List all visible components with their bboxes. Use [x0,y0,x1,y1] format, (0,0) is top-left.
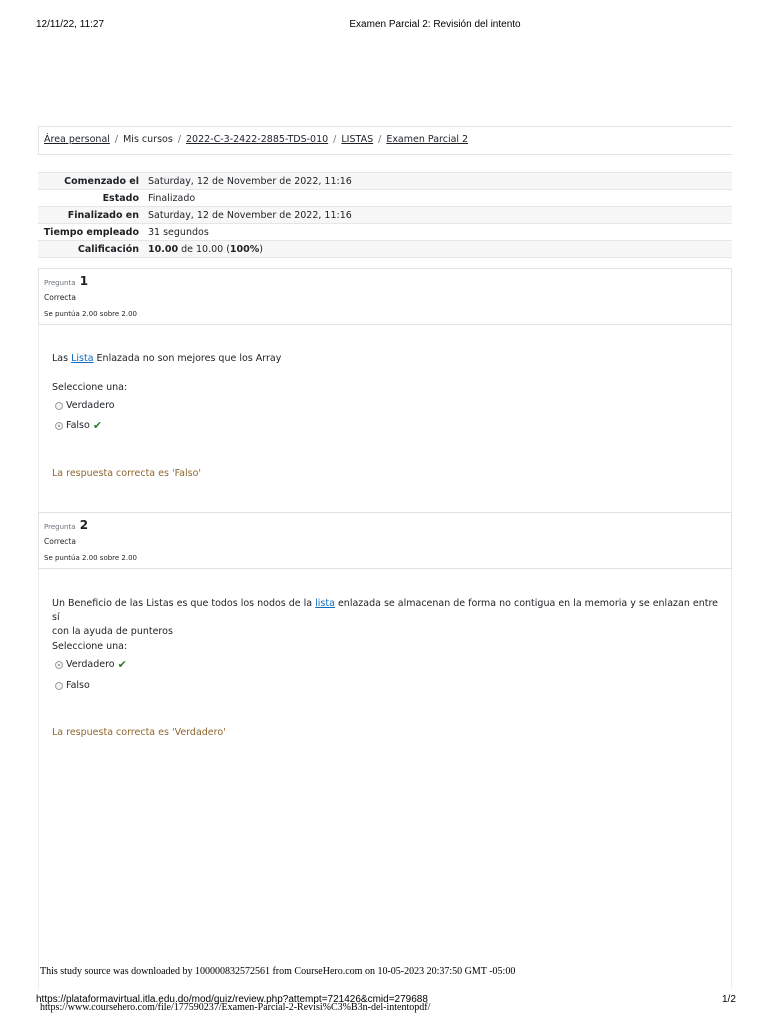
check-icon: ✔ [92,419,103,432]
grade-mid: de 10.00 ( [178,243,230,255]
question-state: Correcta [44,537,76,546]
radio-button[interactable] [55,682,63,690]
glossary-link-lista[interactable]: Lista [71,353,94,364]
summary-label: Estado [38,190,148,207]
page-number: 1/2 [722,994,736,1005]
question-1-info [38,268,732,325]
radio-button[interactable] [55,402,63,410]
question-2-info [38,512,732,569]
question-1-option-falso[interactable] [55,420,102,431]
question-1-prompt: Seleccione una: [52,382,128,393]
summary-label: Calificación [38,241,148,258]
breadcrumb-separator: / [378,134,382,145]
breadcrumb-link-listas[interactable]: LISTAS [341,134,374,145]
summary-value: 31 segundos [148,224,732,241]
option-label: Falso [66,420,90,431]
print-footer-url: https://plataformavirtual.itla.edu.do/mod/quiz/review.php?attempt=721426&cmid=279688 [36,994,428,1005]
breadcrumb-item-mis-cursos: Mis cursos [123,134,173,145]
question-grade: Se puntúa 2.00 sobre 2.00 [44,310,138,318]
grade-percent: 100% [229,243,260,255]
summary-label: Tiempo empleado [38,224,148,241]
summary-value: Saturday, 12 de November de 2022, 11:16 [148,207,732,224]
breadcrumb [44,134,468,145]
breadcrumb-link-examen[interactable]: Examen Parcial 2 [386,134,469,145]
question-number: 2 [79,518,89,532]
attempt-summary-table [38,172,732,258]
question-number: 1 [79,274,89,288]
glossary-link-lista[interactable]: lista [315,598,335,609]
question-2-option-falso[interactable] [55,680,90,691]
breadcrumb-link-course[interactable]: 2022-C-3-2422-2885-TDS-010 [185,134,329,145]
question-2-prompt: Seleccione una: [52,641,128,652]
breadcrumb-separator: / [177,134,181,145]
question-2-right-answer: La respuesta correcta es 'Verdadero' [52,727,226,738]
summary-row-started [38,173,732,190]
check-icon: ✔ [117,658,127,671]
breadcrumb-separator: / [333,134,337,145]
option-label: Verdadero [66,400,115,411]
summary-value: Saturday, 12 de November de 2022, 11:16 [148,173,732,190]
summary-row-finished [38,207,732,224]
breadcrumb-link-area-personal[interactable]: Área personal [44,134,110,145]
radio-button-checked[interactable] [55,422,63,430]
question-1-option-verdadero[interactable] [55,400,115,411]
question-2-text: Un Beneficio de las Listas es que todos los nodos de la lista enlazada se almacenan de forma no contigua en la memoria y se enlazan entre sí con la ayuda de punteros [52,598,718,637]
grade-score: 10.00 [148,243,179,255]
summary-value [148,241,732,258]
question-label: Pregunta 2 [44,518,89,532]
summary-row-state [38,190,732,207]
question-1-text: Las Lista Enlazada no son mejores que los Array [52,353,282,364]
grade-end: ) [259,243,263,255]
breadcrumb-separator: / [114,134,119,145]
question-grade: Se puntúa 2.00 sobre 2.00 [44,554,138,562]
option-label: Falso [66,680,90,691]
option-label: Verdadero [66,659,115,670]
summary-row-time [38,224,732,241]
summary-label: Finalizado en [38,207,148,224]
download-watermark: This study source was downloaded by 100000832572561 from CourseHero.com on 10-05-2023 20:37:50 GMT -05:00 [40,966,516,977]
coursehero-url: https://www.coursehero.com/file/177590237/Examen-Parcial-2-Revisi%C3%B3n-del-intentopdf/ [40,1002,431,1013]
print-date: 12/11/22, 11:27 [36,19,105,30]
question-state: Correcta [44,293,76,302]
summary-value: Finalizado [148,190,732,207]
summary-row-grade [38,241,732,258]
print-title: Examen Parcial 2: Revisión del intento [349,19,521,30]
question-2-option-verdadero[interactable] [55,659,127,670]
question-label: Pregunta 1 [44,274,89,288]
radio-button-checked[interactable] [55,661,63,669]
question-1-right-answer: La respuesta correcta es 'Falso' [52,468,201,479]
summary-label: Comenzado el [38,173,148,190]
